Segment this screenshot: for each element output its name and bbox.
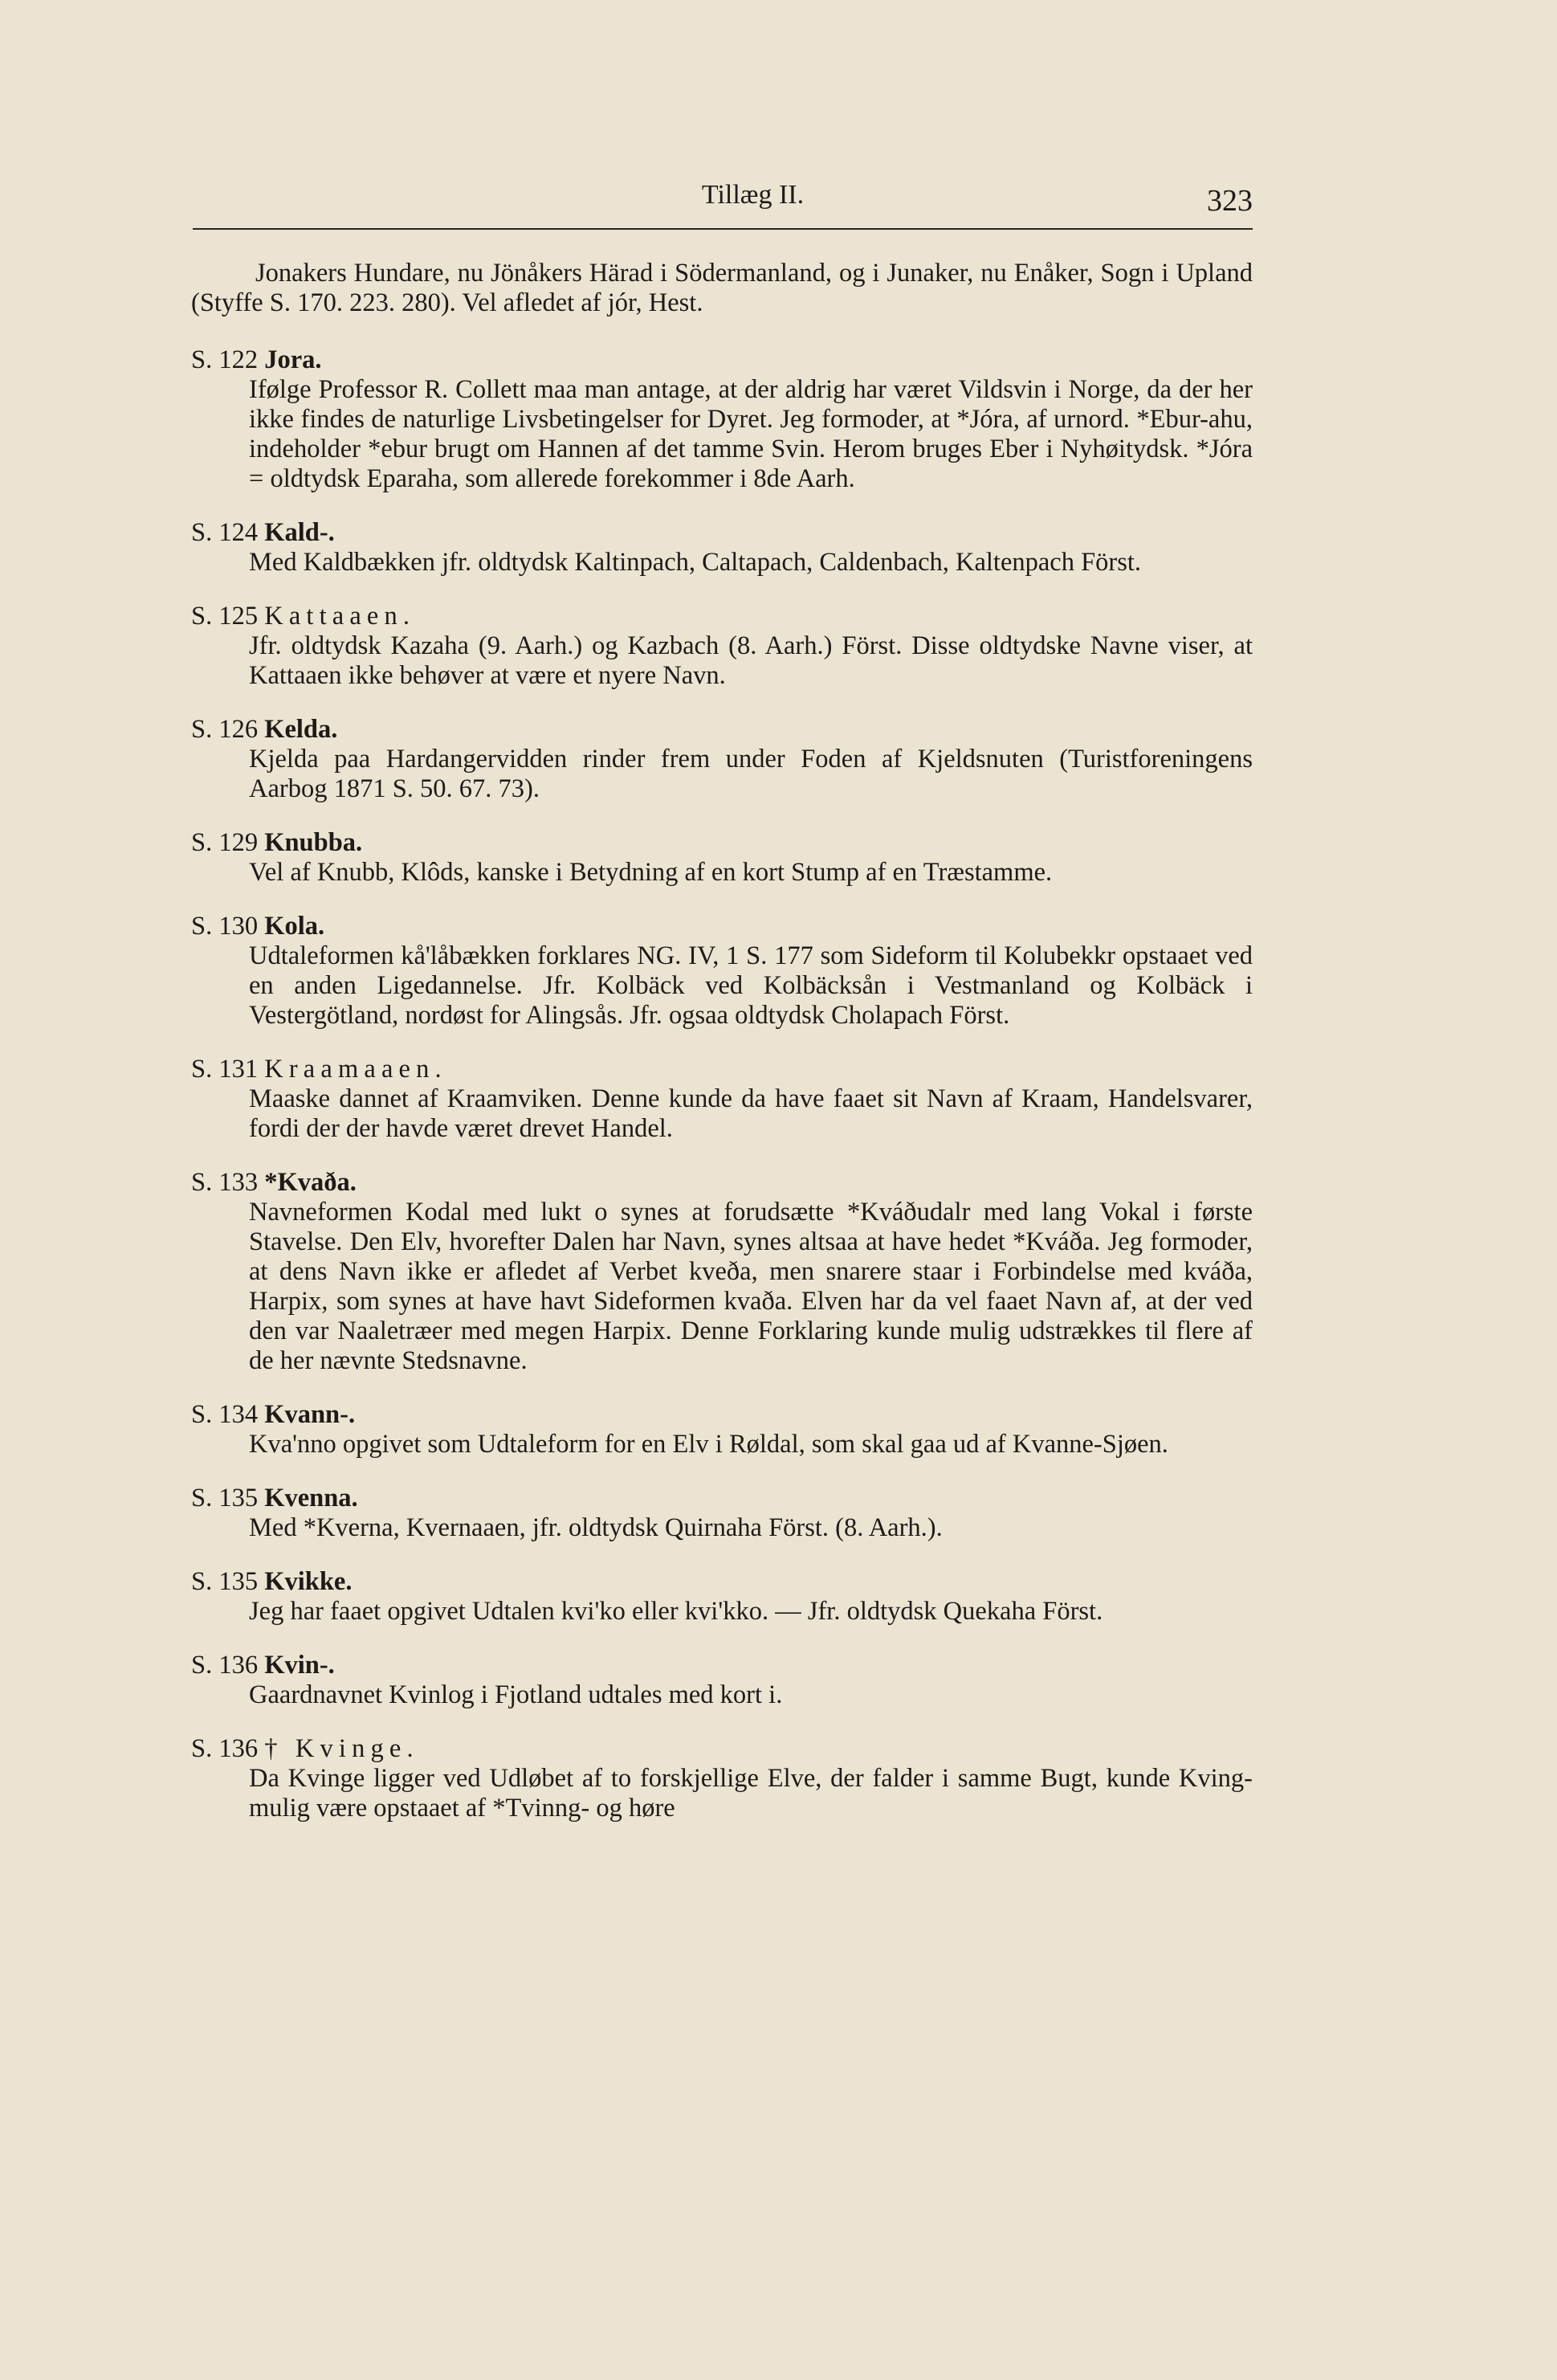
running-title: Tillæg II. [701, 180, 805, 210]
entry-reference: S. 135 [191, 1567, 259, 1596]
entry-heading [191, 1400, 1253, 1430]
entry-reference: S. 130 [191, 912, 259, 941]
entry-headword: Kvann-. [264, 1400, 356, 1429]
entry-body: Kva'nno opgivet som Udtaleform for en Elv i Røldal, som skal gaa ud af Kvanne-Sjøen. [249, 1430, 1168, 1459]
entry [191, 1484, 1253, 1543]
entry-body: Navneformen Kodal med lukt o synes at forudsætte *Kváðudalr med lang Vokal i første Stavelse. Den Elv, hvorefter Dalen har Navn, synes altsaa at have hedet *Kváða. Jeg formoder, at dens Navn ikke er afledet af Verbet kveða, men snarere staar i Forbindelse med kváða, Harpix, som synes at have havt Sideformen kvaða. Elven har da vel faaet Navn af, at der ved den var Naaletræer med megen Harpix. Denne Forklaring kunde mulig udstrækkes til flere af de her nævnte Stedsnavne. [249, 1198, 1253, 1375]
entry-headword: Kvenna. [264, 1484, 358, 1513]
entry [191, 602, 1253, 691]
entry-headword: Kraamaaen. [264, 1055, 447, 1084]
entry [191, 715, 1253, 804]
page-header [253, 180, 1253, 222]
entry-heading [191, 1055, 1253, 1084]
entry-headword: Kattaaen. [264, 602, 416, 631]
entry [191, 828, 1253, 888]
entry [191, 1168, 1253, 1376]
entry-reference: S. 136 [191, 1651, 259, 1680]
entry [191, 345, 1253, 494]
entry-heading [191, 715, 1253, 745]
entry-reference: S. 134 [191, 1400, 259, 1429]
entry-reference: S. 129 [191, 828, 259, 857]
entry [191, 1567, 1253, 1627]
header-rule [193, 228, 1253, 230]
entry-headword: Jora. [264, 345, 322, 374]
entry-headword: Kvikke. [264, 1567, 353, 1596]
entry-heading [191, 1484, 1253, 1513]
entry [191, 1651, 1253, 1710]
entry-headword: Kvin-. [264, 1651, 335, 1680]
entry-headword: Knubba. [264, 828, 363, 857]
entry-body: Med *Kverna, Kvernaaen, jfr. oldtydsk Quirnaha Först. (8. Aarh.). [249, 1513, 943, 1542]
entry-body: Jfr. oldtydsk Kazaha (9. Aarh.) og Kazbach (8. Aarh.) Först. Disse oldtydske Navne viser, at Kattaaen ikke behøver at være et nyere Navn. [249, 631, 1253, 690]
entry-body: Maaske dannet af Kraamviken. Denne kunde da have faaet sit Navn af Kraam, Handelsvarer, fordi der der havde været drevet Handel. [249, 1084, 1253, 1143]
entry [191, 1734, 1253, 1823]
entry-heading [191, 1567, 1253, 1597]
entry-reference: S. 124 [191, 518, 259, 547]
entry-heading [191, 912, 1253, 941]
entry-body: Vel af Knubb, Klôds, kanske i Betydning af en kort Stump af en Træstamme. [249, 858, 1053, 887]
entry [191, 1055, 1253, 1144]
entry-body: Jeg har faaet opgivet Udtalen kvi'ko eller kvi'kko. — Jfr. oldtydsk Quekaha Först. [249, 1597, 1103, 1626]
entry-heading [191, 828, 1253, 858]
entry-reference: S. 122 [191, 345, 259, 374]
entry-headword: *Kvaða. [264, 1168, 357, 1197]
entry [191, 518, 1253, 578]
entry-heading [191, 518, 1253, 548]
entry-reference: S. 125 [191, 602, 259, 631]
page-content [191, 259, 1253, 1823]
entry-reference: S. 133 [191, 1168, 259, 1197]
entry [191, 912, 1253, 1031]
entry-heading [191, 345, 1253, 375]
page-number: 323 [1207, 184, 1253, 218]
entry-headword: Kald-. [264, 518, 335, 547]
entry-body: Kjelda paa Hardangervidden rinder frem under Foden af Kjeldsnuten (Turistforeningens Aarbog 1871 S. 50. 67. 73). [249, 745, 1253, 803]
entry-heading [191, 1168, 1253, 1198]
entry-heading [191, 1734, 1253, 1764]
entry-body: Ifølge Professor R. Collett maa man antage, at der aldrig har været Vildsvin i Norge, da der her ikke findes de naturlige Livsbetingelser for Dyret. Jeg formoder, at *Jóra, af urnord. *Ebur-ahu, indeholder *ebur brugt om Hannen af det tamme Svin. Herom bruges Eber i Nyhøitydsk. *Jóra = oldtydsk Eparaha, som allerede forekommer i 8de Aarh. [249, 375, 1253, 493]
entry-headword: † Kvinge. [264, 1734, 419, 1763]
entry-headword: Kelda. [264, 715, 338, 744]
entry [191, 1400, 1253, 1459]
entry-body: Gaardnavnet Kvinlog i Fjotland udtales med kort i. [249, 1680, 783, 1709]
entry-body: Udtaleformen kå'låbækken forklares NG. IV, 1 S. 177 som Sideform til Kolubekkr opstaaet ved en anden Ligedannelse. Jfr. Kolbäck ved Kolbäcksån i Vestmanland og Kolbäck i Vestergötland, nordøst for Alingsås. Jfr. ogsaa oldtydsk Cholapach Först. [249, 941, 1253, 1030]
entry-reference: S. 136 [191, 1734, 259, 1763]
entry-headword: Kola. [264, 912, 325, 941]
intro-paragraph: Jonakers Hundare, nu Jönåkers Härad i Södermanland, og i Junaker, nu Enåker, Sogn i Upland (Styffe S. 170. 223. 280). Vel afledet af jór, Hest. [191, 259, 1253, 317]
entry-heading [191, 602, 1253, 631]
entry-reference: S. 131 [191, 1055, 259, 1084]
entry-list [191, 345, 1253, 1823]
entry-body: Med Kaldbækken jfr. oldtydsk Kaltinpach, Caltapach, Caldenbach, Kaltenpach Först. [249, 548, 1142, 577]
entry-heading [191, 1651, 1253, 1680]
entry-reference: S. 126 [191, 715, 259, 744]
entry-reference: S. 135 [191, 1484, 259, 1513]
entry-body: Da Kvinge ligger ved Udløbet af to forskjellige Elve, der falder i samme Bugt, kunde Kving- mulig være opstaaet af *Tvinng- og høre [249, 1764, 1253, 1823]
